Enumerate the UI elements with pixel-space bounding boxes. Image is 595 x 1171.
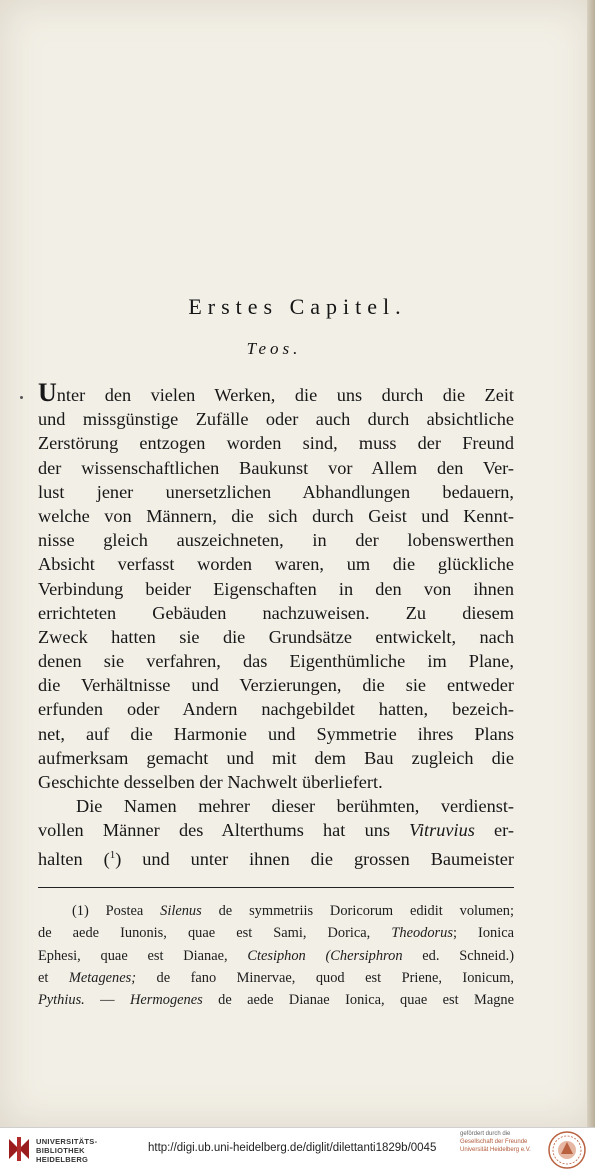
sponsor-note bbox=[460, 1130, 542, 1154]
chapter-subtitle: Teos. bbox=[246, 339, 302, 358]
fn-text: (1) Postea bbox=[72, 903, 161, 919]
library-logo[interactable] bbox=[6, 1133, 126, 1167]
body-text-span: halten ( bbox=[38, 848, 110, 869]
permalink-url[interactable]: http://digi.ub.uni-heidelberg.de/diglit/dilettanti1829b/0045 bbox=[148, 1142, 437, 1154]
show-through-text bbox=[55, 80, 525, 280]
body-line: Zerstörung entzogen worden sind, muss der Freund bbox=[38, 433, 514, 454]
body-text-span: ) und unter ihnen die grossen Baumeister bbox=[115, 848, 514, 869]
body-italic-name: Vitruvius bbox=[409, 820, 475, 841]
sponsor-org[interactable]: Universität Heidelberg e.V. bbox=[460, 1147, 531, 1153]
body-line: errichteten Gebäuden nachzuweisen. Zu diesem bbox=[38, 602, 514, 623]
body-line: denen sie verfahren, das Eigenthümliche im Plane, bbox=[38, 651, 514, 672]
fn-text: de aede Iunonis, quae est Sami, Dorica, bbox=[38, 925, 392, 942]
ink-speck bbox=[20, 396, 23, 399]
drop-cap: U bbox=[38, 378, 57, 407]
page-edge bbox=[587, 0, 595, 1127]
fn-italic: Silenus bbox=[160, 903, 202, 919]
body-line: nisse gleich auszeichneten, in der lobenswerthen bbox=[38, 530, 514, 551]
footnote-divider bbox=[38, 887, 514, 888]
body-line: und missgünstige Zufälle oder auch durch absichtliche bbox=[38, 409, 514, 430]
footnote-line bbox=[38, 922, 514, 944]
body-line: Verbindung beider Eigenschaften in den von ihnen bbox=[38, 578, 514, 599]
body-line: Die Namen mehrer dieser berühmten, verdienst- bbox=[76, 796, 514, 817]
fn-text: et bbox=[38, 969, 69, 986]
body-line: Geschichte desselben der Nachwelt überliefert. bbox=[38, 772, 383, 792]
footnote-line bbox=[38, 989, 514, 1011]
sponsor-org[interactable]: Gesellschaft der Freunde bbox=[460, 1139, 528, 1145]
fn-italic: Ctesiphon (Chersiphron bbox=[247, 947, 403, 964]
body-line: erfunden oder Andern nachgebildet hatten, bezeich- bbox=[38, 699, 514, 720]
body-line-text: nter den vielen Werken, die uns durch die Zeit bbox=[56, 385, 514, 405]
fn-text: de aede Dianae Ionica, quae est Magne bbox=[202, 992, 514, 1009]
body-line: welche von Männern, die sich durch Geist und Kennt- bbox=[38, 505, 514, 526]
library-name-line: HEIDELBERG bbox=[36, 1155, 89, 1164]
footnote-block bbox=[38, 900, 514, 1011]
fn-italic: Hermogenes bbox=[130, 992, 203, 1009]
body-line-1 bbox=[38, 378, 514, 407]
body-line: lust jener unersetzlichen Abhandlungen bedauern, bbox=[38, 481, 514, 502]
sponsor-label: gefördert durch die bbox=[460, 1131, 511, 1137]
body-line bbox=[38, 818, 514, 842]
body-line: Zweck hatten sie die Grundsätze entwickelt, nach bbox=[38, 626, 514, 647]
fn-italic: Theodorus bbox=[391, 925, 453, 942]
library-name-line: BIBLIOTHEK bbox=[36, 1146, 85, 1155]
fn-italic: Metagenes; bbox=[68, 969, 137, 986]
body-text-span: er- bbox=[474, 820, 514, 841]
library-emblem-icon bbox=[6, 1135, 32, 1163]
body-text-span: vollen Männer des Alterthums hat uns bbox=[38, 820, 410, 841]
fn-italic: Pythius. bbox=[38, 992, 85, 1009]
body-line bbox=[38, 843, 514, 867]
fn-text: ed. Schneid.) bbox=[402, 947, 514, 964]
fn-text: de symmetriis Doricorum edidit volumen; bbox=[201, 903, 514, 919]
fn-text: ; Ionica bbox=[452, 925, 514, 942]
footnote-line bbox=[38, 967, 514, 989]
footnote-marker: 1 bbox=[109, 848, 116, 861]
fn-text: — bbox=[84, 992, 130, 1009]
body-line: der wissenschaftlichen Baukunst vor Allem den Ver- bbox=[38, 457, 514, 478]
footnote-line bbox=[38, 945, 514, 967]
footnote-line bbox=[38, 900, 514, 922]
body-text bbox=[38, 378, 514, 869]
fn-text: de fano Minervae, quod est Priene, Ionicum, bbox=[136, 969, 514, 986]
body-line: net, auf die Harmonie und Symmetrie ihres Plans bbox=[38, 723, 514, 744]
university-seal-icon bbox=[547, 1130, 587, 1170]
chapter-title: Erstes Capitel. bbox=[188, 294, 407, 319]
body-line: Absicht verfasst worden waren, um die glückliche bbox=[38, 554, 514, 575]
body-line: die Verhältnisse und Verzierungen, die sie entweder bbox=[38, 675, 514, 696]
fn-text: Ephesi, quae est Dianae, bbox=[38, 947, 248, 964]
viewer-footer bbox=[0, 1127, 595, 1171]
library-name-line: UNIVERSITÄTS- bbox=[36, 1137, 98, 1146]
body-line: aufmerksam gemacht und mit dem Bau zugleich die bbox=[38, 747, 514, 768]
library-name bbox=[36, 1137, 97, 1164]
